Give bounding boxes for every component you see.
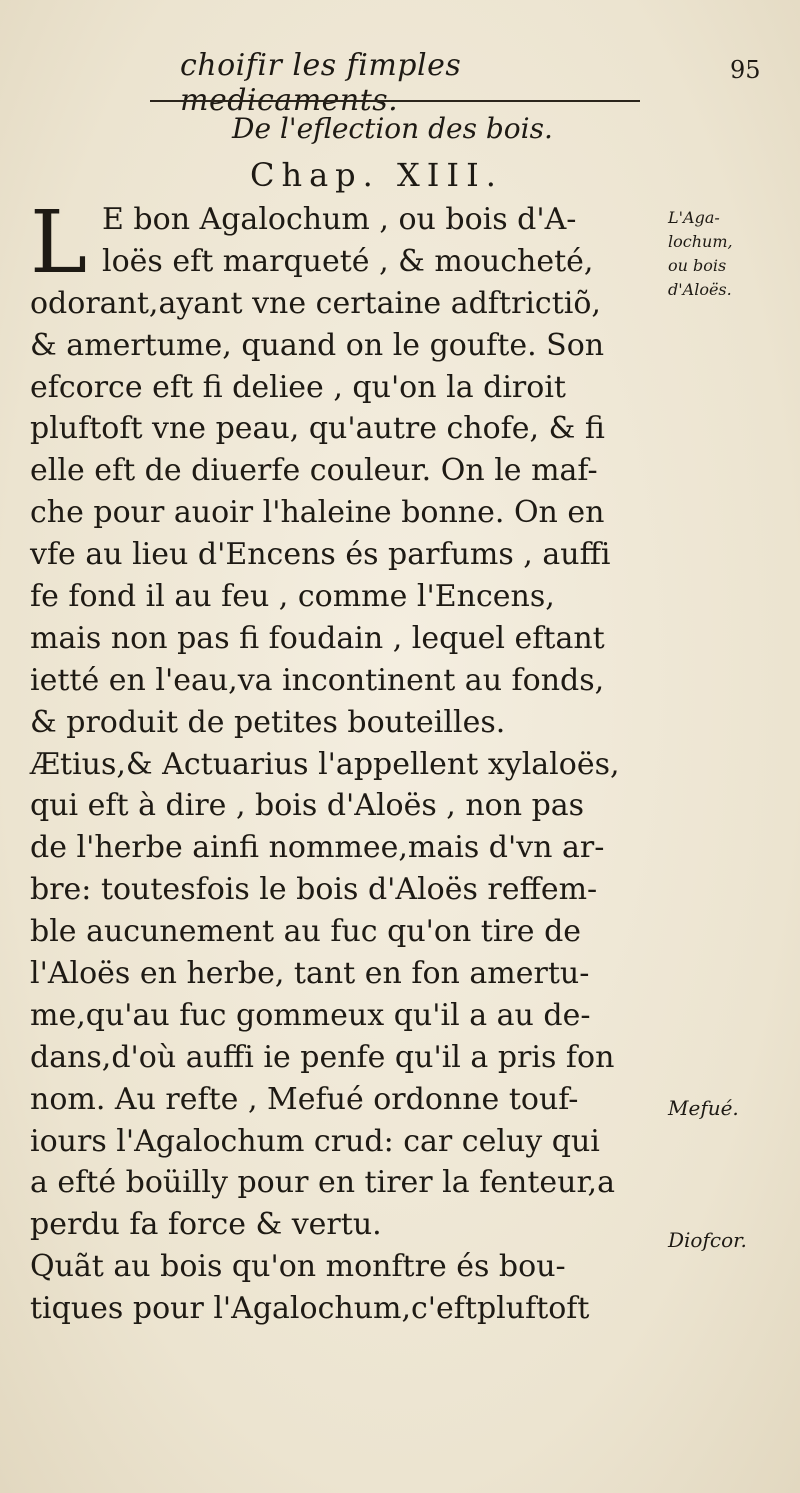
text-line: elle eft de diuerfe couleur. On le maf- [30, 453, 598, 489]
page-number: 95 [730, 56, 761, 84]
text-line: E bon Agalochum , ou bois d'A- [102, 202, 577, 237]
drop-cap: L [30, 193, 88, 293]
text-line: a efté boüilly pour en tirer la fenteur,a [30, 1165, 615, 1201]
margin-note-mesue: Mefué. [668, 1096, 739, 1120]
margin-note-dioscor: Diofcor. [668, 1228, 747, 1252]
text-line: dans,d'où auffi ie penfe qu'il a pris fon [30, 1039, 615, 1075]
text-line: me,qu'au fuc gommeux qu'il a au de- [30, 997, 591, 1033]
text-line: ietté en l'eau,va incontinent au fonds, [30, 662, 605, 698]
running-head: choifir les fimples medicaments. [180, 48, 462, 118]
text-line: che pour auoir l'haleine bonne. On en [30, 495, 605, 531]
header-rule [150, 100, 640, 102]
text-line: perdu fa force & vertu. [30, 1207, 382, 1243]
text-line: qui eft à dire , bois d'Aloës , non pas [30, 788, 585, 824]
section-title: De l'eflection des bois. [232, 112, 553, 145]
text-line: de l'herbe ainfi nommee,mais d'vn ar- [30, 830, 605, 866]
text-line: vfe au lieu d'Encens és parfums , auffi [30, 537, 611, 573]
chapter-heading: Chap. XIII. [250, 156, 503, 194]
text-line: loës eft marqueté , & moucheté, [102, 243, 594, 279]
margin-note-line: lochum, [668, 232, 733, 251]
text-line: ble aucunement au fuc qu'on tire de [30, 914, 582, 950]
text-line: Quãt au bois qu'on monftre és bou- [30, 1249, 566, 1285]
text-line: odorant,ayant vne certaine adftrictiõ, [30, 285, 601, 321]
text-line: mais non pas fi foudain , lequel eftant [30, 620, 605, 656]
margin-note-line: L'Aga- [668, 208, 720, 227]
text-line: Ætius,& Actuarius l'appellent xylaloës, [30, 746, 620, 782]
text-line: bre: toutesfois le bois d'Aloës reffem- [30, 872, 598, 908]
text-line: pluftoft vne peau, qu'autre chofe, & fi [30, 411, 605, 447]
text-line: tiques pour l'Agalochum,c'eftpluftoft [30, 1291, 590, 1327]
text-line: iours l'Agalochum crud: car celuy qui [30, 1123, 600, 1159]
margin-note-line: d'Aloës. [668, 280, 732, 299]
margin-note-line: ou bois [668, 256, 727, 275]
text-line: nom. Au refte , Mefué ordonne touf- [30, 1081, 579, 1117]
body-text [30, 193, 642, 1330]
text-line: & amertume, quand on le goufte. Son [30, 327, 605, 363]
text-line: efcorce eft fi deliee , qu'on la diroit [30, 369, 566, 405]
text-line: fe fond il au feu , comme l'Encens, [30, 579, 555, 615]
text-line: & produit de petites bouteilles. [30, 704, 506, 740]
margin-note-agalochum [668, 206, 798, 302]
text-line: l'Aloës en herbe, tant en fon amertu- [30, 956, 590, 992]
